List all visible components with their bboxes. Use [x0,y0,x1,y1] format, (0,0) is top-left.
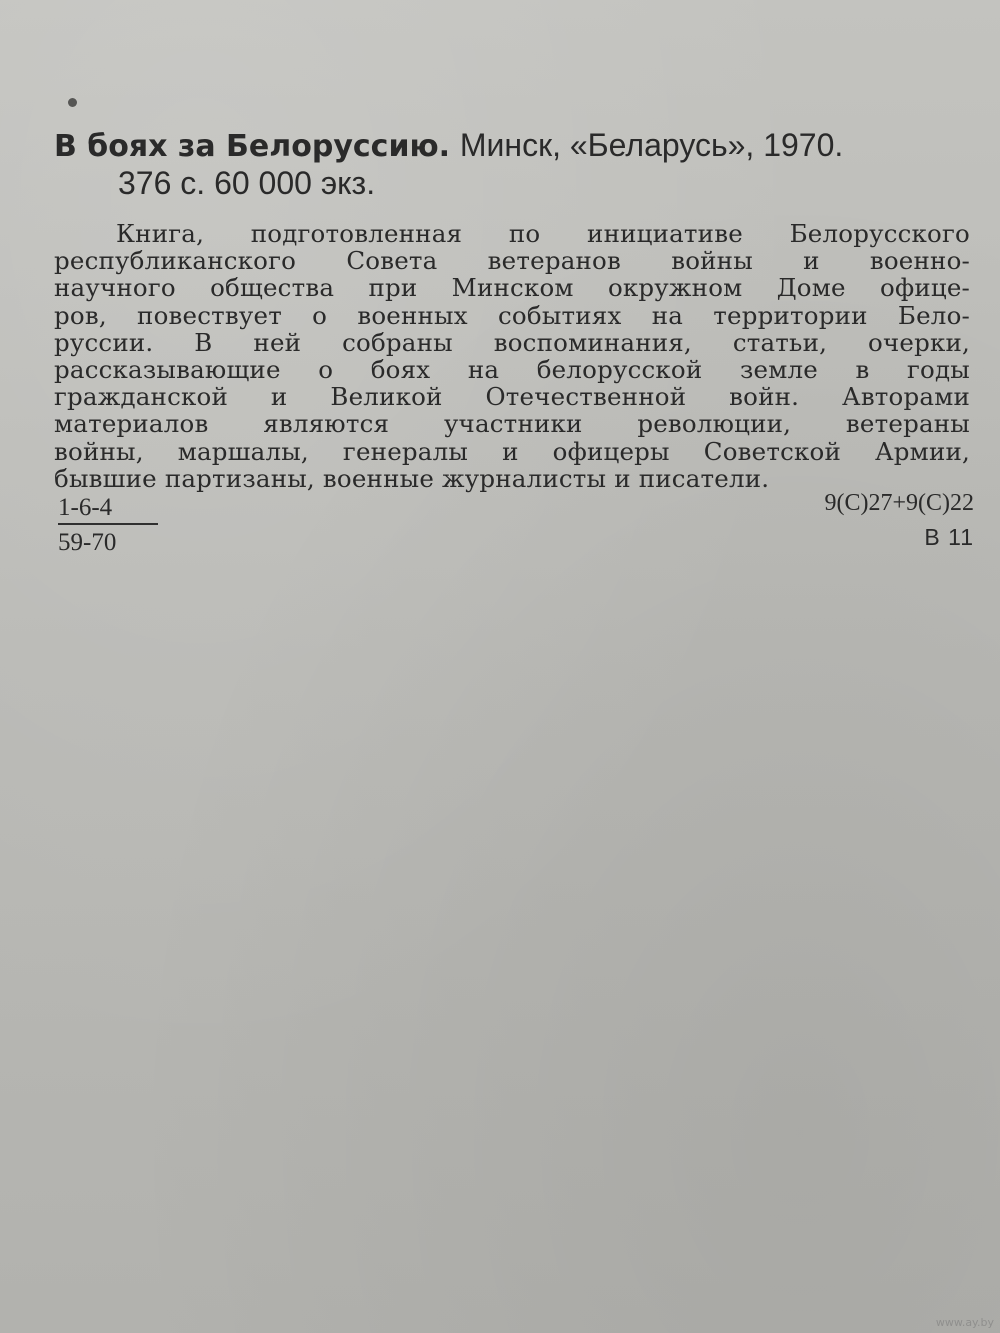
bbk-code: 9(С)27+9(С)22 [824,490,974,516]
abstract-paragraph [54,220,970,492]
abstract-line: руссии. В ней собраны воспоминания, статьи, очерки, [54,327,970,357]
index-numerator: 1-6-4 [58,494,113,521]
author-mark: В 11 [924,524,974,550]
book-title: В боях за Белоруссию. [54,129,451,164]
abstract-line: материалов являются участники революции, ветераны [54,409,970,439]
abstract-line: гражданской и Великой Отечественной войн. Авторами [54,382,970,412]
abstract-line: бывшие партизаны, военные журналисты и писатели. [54,463,770,493]
abstract-line: научного общества при Минском окружном Доме офице- [54,273,970,303]
abstract-line: Книга, подготовленная по инициативе Белорусского [116,219,970,248]
abstract-line: ров, повествует о военных событиях на территории Бело- [54,300,970,330]
bibliographic-heading [54,128,954,164]
ink-speck [68,98,77,107]
abstract-line: рассказывающие о боях на белорусской земле в годы [54,355,970,385]
abstract-line: республиканского Совета ветеранов войны и военно- [54,246,970,276]
extent-info: 376 с. 60 000 экз. [118,165,376,201]
publisher-index-fraction [58,494,158,556]
index-denominator: 59-70 [58,529,117,556]
site-watermark: www.ay.by [935,1316,994,1329]
classification-codes [824,486,974,554]
abstract-line: войны, маршалы, генералы и офицеры Советской Армии, [54,436,970,466]
fraction-divider [58,523,158,525]
publication-info: Минск, «Беларусь», 1970. [459,127,844,163]
